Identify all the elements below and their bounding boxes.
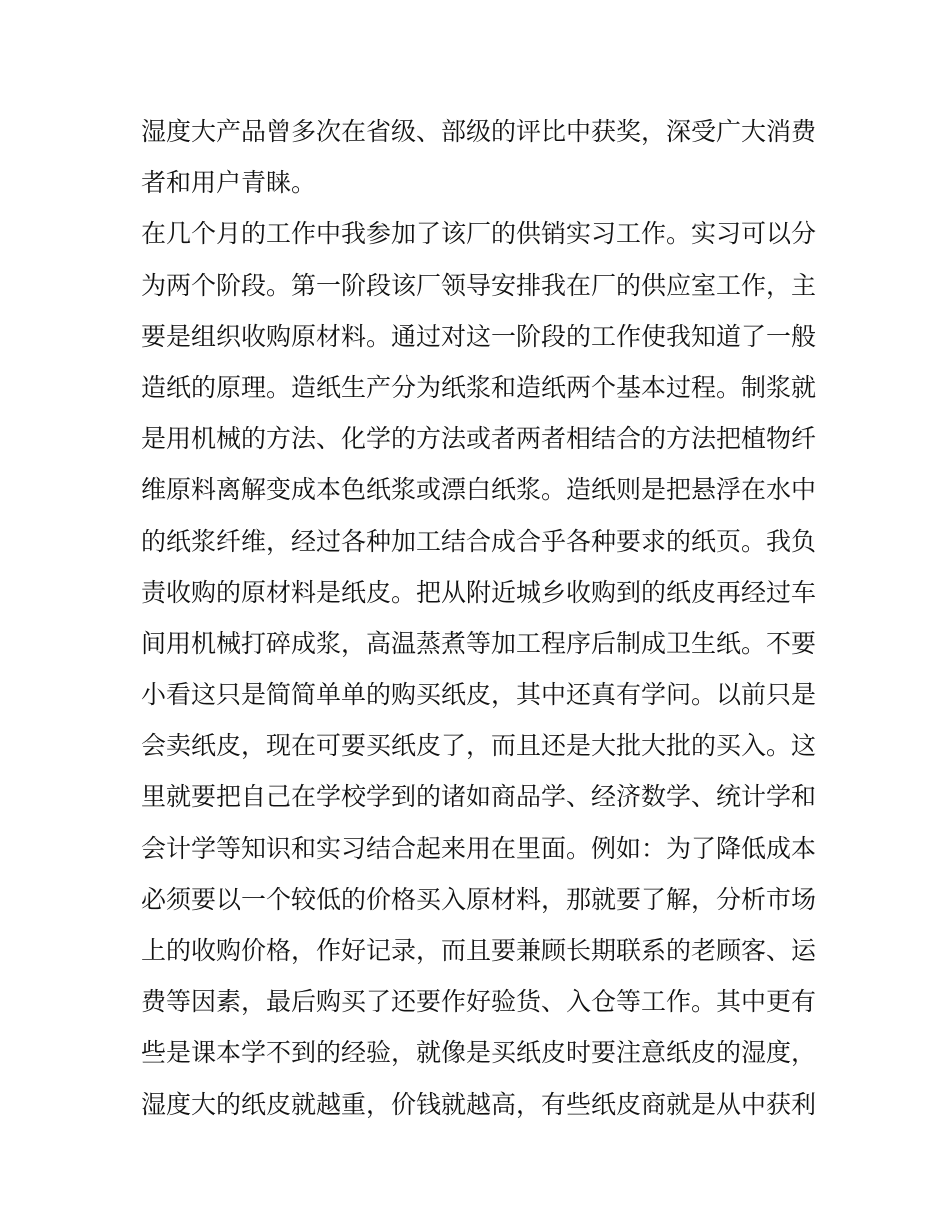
text-line: 在几个月的工作中我参加了该厂的供销实习工作。实习可以分 — [141, 219, 817, 249]
text-line: 湿度大产品曾多次在省级、部级的评比中获奖，深受广大消费 — [141, 117, 817, 146]
text-line: 湿度大的纸皮就越重，价钱就越高，有些纸皮商就是从中获利 — [141, 1089, 817, 1119]
document-body — [141, 106, 821, 1130]
text-line: 为两个阶段。第一阶段该厂领导安排我在厂的供应室工作，主 — [141, 270, 817, 300]
text-line: 里就要把自己在学校学到的诸如商品学、经济数学、统计学和 — [141, 782, 817, 812]
text-line: 上的收购价格，作好记录，而且要兼顾长期联系的老顾客、运 — [141, 936, 817, 965]
text-line: 是用机械的方法、化学的方法或者两者相结合的方法把植物纤 — [141, 424, 817, 454]
text-line: 责收购的原材料是纸皮。把从附近城乡收购到的纸皮再经过车 — [141, 577, 817, 607]
text-line: 者和用户青睐。 — [141, 168, 317, 198]
text-line: 造纸的原理。造纸生产分为纸浆和造纸两个基本过程。制浆就 — [141, 372, 817, 402]
text-line: 间用机械打碎成浆，高温蒸煮等加工程序后制成卫生纸。不要 — [141, 628, 817, 658]
text-line: 的纸浆纤维，经过各种加工结合成合乎各种要求的纸页。我负 — [141, 526, 817, 556]
text-line: 要是组织收购原材料。通过对这一阶段的工作使我知道了一般 — [141, 321, 817, 351]
text-line: 小看这只是简简单单的购买纸皮，其中还真有学问。以前只是 — [141, 680, 817, 710]
text-line: 维原料离解变成本色纸浆或漂白纸浆。造纸则是把悬浮在水中 — [141, 475, 817, 505]
text-line: 必须要以一个较低的价格买入原材料，那就要了解，分析市场 — [141, 884, 817, 914]
text-line: 会计学等知识和实习结合起来用在里面。例如：为了降低成本 — [141, 833, 817, 863]
text-line: 费等因素，最后购买了还要作好验货、入仓等工作。其中更有 — [141, 987, 817, 1017]
text-line: 会卖纸皮，现在可要买纸皮了，而且还是大批大批的买入。这 — [141, 731, 817, 761]
text-line: 些是课本学不到的经验，就像是买纸皮时要注意纸皮的湿度， — [141, 1038, 817, 1068]
